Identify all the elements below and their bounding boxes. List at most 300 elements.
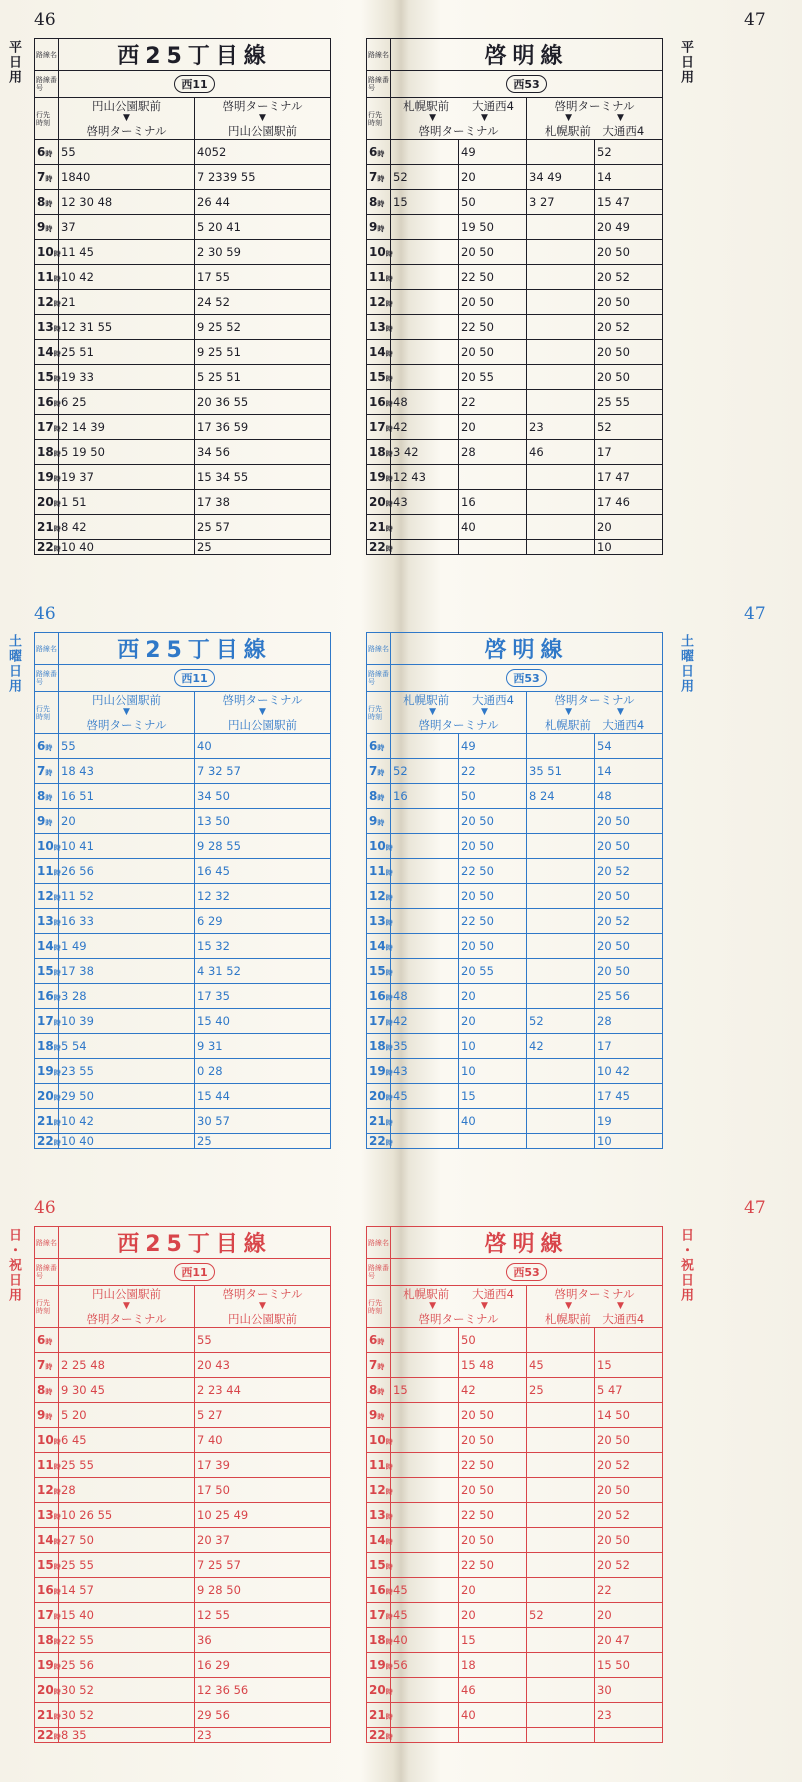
hour-suffix: 時 [385, 1044, 393, 1052]
line-name: 西25丁目線 [59, 39, 331, 71]
direction-from: 啓明ターミナル [222, 693, 303, 707]
minutes-cell: 22 [459, 759, 527, 784]
minutes-cell [527, 734, 595, 759]
minutes-cell [391, 1328, 459, 1353]
direction-header [59, 692, 195, 734]
hour-suffix: 時 [385, 1663, 393, 1671]
hour-cell: 9時 [35, 1403, 59, 1428]
hour-cell: 11時 [35, 859, 59, 884]
hour-cell: 13時 [35, 315, 59, 340]
minutes-cell: 14 57 [59, 1578, 195, 1603]
minutes-cell: 42 [527, 1034, 595, 1059]
minutes-cell [459, 1134, 527, 1149]
day-type-label: 平日用 [6, 40, 21, 85]
hour-cell: 15時 [35, 1553, 59, 1578]
minutes-cell: 24 52 [195, 290, 331, 315]
minutes-cell [527, 465, 595, 490]
timetable-row [367, 240, 663, 265]
day-type-label: 土曜日用 [678, 634, 693, 694]
timetable-row [367, 365, 663, 390]
minutes-cell: 42 [391, 1009, 459, 1034]
minutes-cell: 21 [59, 290, 195, 315]
hour-suffix: 時 [385, 1139, 393, 1147]
minutes-cell [527, 1084, 595, 1109]
minutes-cell: 10 42 [59, 265, 195, 290]
minutes-cell: 25 51 [59, 340, 195, 365]
minutes-cell: 30 52 [59, 1703, 195, 1728]
minutes-cell: 10 [595, 1134, 663, 1149]
minutes-cell: 20 36 55 [195, 390, 331, 415]
hour-suffix: 時 [385, 400, 393, 408]
minutes-cell [391, 1528, 459, 1553]
hour-cell: 13時 [367, 909, 391, 934]
timetable-spread [0, 594, 802, 1188]
minutes-cell: 20 52 [595, 315, 663, 340]
hour-suffix: 時 [377, 1413, 385, 1421]
timetable-row [367, 340, 663, 365]
minutes-cell: 20 [459, 1603, 527, 1628]
timetable-row [367, 465, 663, 490]
hour-cell: 19時 [367, 1059, 391, 1084]
hour-suffix: 時 [385, 1094, 393, 1102]
hour-suffix: 時 [53, 525, 61, 533]
hour-suffix: 時 [385, 250, 393, 258]
minutes-cell: 20 50 [595, 884, 663, 909]
minutes-cell: 20 50 [459, 884, 527, 909]
minutes-cell: 5 20 41 [195, 215, 331, 240]
minutes-cell: 16 [459, 490, 527, 515]
minutes-cell [527, 515, 595, 540]
hour-suffix: 時 [53, 275, 61, 283]
timetable-row [367, 1403, 663, 1428]
hour-suffix: 時 [385, 1613, 393, 1621]
minutes-cell: 15 34 55 [195, 465, 331, 490]
timetable-row [367, 1134, 663, 1149]
hour-suffix: 時 [53, 450, 61, 458]
timetable-right [366, 1226, 663, 1743]
timetable-row [35, 884, 331, 909]
timetable-row [367, 734, 663, 759]
minutes-cell: 20 50 [459, 1403, 527, 1428]
hour-suffix: 時 [53, 894, 61, 902]
hour-cell: 9時 [367, 1403, 391, 1428]
minutes-cell: 34 50 [195, 784, 331, 809]
hour-cell: 7時 [367, 759, 391, 784]
hour-cell: 10時 [35, 1428, 59, 1453]
hour-suffix: 時 [377, 794, 385, 802]
timetable-row [367, 1503, 663, 1528]
direction-header [59, 98, 195, 140]
timetable-row [35, 759, 331, 784]
minutes-cell: 20 52 [595, 1453, 663, 1478]
hour-suffix: 時 [45, 150, 53, 158]
hour-suffix: 時 [53, 969, 61, 977]
arrow-down-icon: ▼ [259, 113, 266, 123]
timetable-row [35, 1653, 331, 1678]
hour-cell: 16時 [367, 1578, 391, 1603]
timetable-row [35, 1378, 331, 1403]
minutes-cell: 17 47 [595, 465, 663, 490]
minutes-cell: 20 55 [459, 365, 527, 390]
minutes-cell: 29 56 [195, 1703, 331, 1728]
timetable-row [367, 1578, 663, 1603]
minutes-cell: 17 35 [195, 984, 331, 1009]
route-code-badge: 西11 [174, 669, 214, 687]
minutes-cell: 17 39 [195, 1453, 331, 1478]
minutes-cell: 2 23 44 [195, 1378, 331, 1403]
hour-suffix: 時 [377, 819, 385, 827]
minutes-cell: 9 30 45 [59, 1378, 195, 1403]
minutes-cell [527, 1703, 595, 1728]
minutes-cell: 15 47 [595, 190, 663, 215]
timetable-row [35, 515, 331, 540]
direction-header [527, 1286, 663, 1328]
minutes-cell: 20 [459, 1009, 527, 1034]
minutes-cell: 20 50 [595, 959, 663, 984]
timetable-row [35, 465, 331, 490]
minutes-cell: 50 [459, 1328, 527, 1353]
minutes-cell [527, 1528, 595, 1553]
hour-cell: 8時 [367, 1378, 391, 1403]
timetable-row [35, 1134, 331, 1149]
minutes-cell: 29 50 [59, 1084, 195, 1109]
hour-suffix: 時 [385, 1069, 393, 1077]
timetable-row [367, 934, 663, 959]
timetable-row [367, 959, 663, 984]
header-dir-label: 行先 時刻 [35, 98, 59, 140]
hour-suffix: 時 [45, 225, 53, 233]
minutes-cell: 9 28 50 [195, 1578, 331, 1603]
hour-cell: 12時 [367, 290, 391, 315]
timetable-row [35, 1678, 331, 1703]
direction-header [391, 98, 527, 140]
hour-cell: 7時 [35, 1353, 59, 1378]
direction-from: 円山公園駅前 [92, 99, 161, 113]
timetable-row [35, 240, 331, 265]
minutes-cell: 37 [59, 215, 195, 240]
hour-cell: 18時 [367, 1034, 391, 1059]
hour-cell: 10時 [367, 1428, 391, 1453]
direction-header [527, 98, 663, 140]
minutes-cell [391, 1503, 459, 1528]
minutes-cell: 20 50 [459, 290, 527, 315]
hour-suffix: 時 [53, 869, 61, 877]
timetable-row [35, 315, 331, 340]
hour-suffix: 時 [45, 744, 53, 752]
header-dir-label: 行先 時刻 [35, 692, 59, 734]
minutes-cell: 25 55 [595, 390, 663, 415]
minutes-cell [391, 340, 459, 365]
timetable-row [367, 1678, 663, 1703]
hour-cell: 6時 [367, 734, 391, 759]
minutes-cell: 20 52 [595, 265, 663, 290]
hour-suffix: 時 [45, 175, 53, 183]
timetable-row [35, 440, 331, 465]
hour-suffix: 時 [385, 375, 393, 383]
minutes-cell: 20 [459, 984, 527, 1009]
minutes-cell [391, 959, 459, 984]
hour-cell: 17時 [35, 415, 59, 440]
minutes-cell: 23 55 [59, 1059, 195, 1084]
minutes-cell: 20 50 [595, 834, 663, 859]
header-route-label: 路線番号 [367, 665, 391, 692]
minutes-cell [527, 140, 595, 165]
minutes-cell [391, 809, 459, 834]
minutes-cell: 7 25 57 [195, 1553, 331, 1578]
hour-cell: 16時 [35, 390, 59, 415]
hour-cell: 12時 [367, 884, 391, 909]
minutes-cell [391, 909, 459, 934]
minutes-cell: 22 50 [459, 315, 527, 340]
header-route-label: 路線番号 [35, 71, 59, 98]
hour-cell: 15時 [367, 365, 391, 390]
minutes-cell [391, 1134, 459, 1149]
direction-from: 啓明ターミナル [554, 99, 635, 113]
minutes-cell: 52 [527, 1009, 595, 1034]
timetable-row [35, 1503, 331, 1528]
minutes-cell: 9 28 55 [195, 834, 331, 859]
timetable-row [35, 784, 331, 809]
minutes-cell: 10 41 [59, 834, 195, 859]
hour-suffix: 時 [53, 919, 61, 927]
minutes-cell: 5 25 51 [195, 365, 331, 390]
hour-suffix: 時 [53, 425, 61, 433]
timetable-spread [0, 1188, 802, 1782]
hour-cell: 20時 [35, 490, 59, 515]
minutes-cell: 48 [391, 390, 459, 415]
minutes-cell [391, 934, 459, 959]
minutes-cell: 3 28 [59, 984, 195, 1009]
hour-suffix: 時 [385, 844, 393, 852]
minutes-cell: 5 20 [59, 1403, 195, 1428]
hour-suffix: 時 [53, 1069, 61, 1077]
minutes-cell [527, 315, 595, 340]
hour-cell: 6時 [35, 140, 59, 165]
minutes-cell: 10 39 [59, 1009, 195, 1034]
minutes-cell: 15 [459, 1084, 527, 1109]
minutes-cell: 12 36 56 [195, 1678, 331, 1703]
hour-cell: 21時 [367, 515, 391, 540]
hour-cell: 14時 [35, 340, 59, 365]
minutes-cell [391, 1109, 459, 1134]
hour-suffix: 時 [53, 1638, 61, 1646]
hour-cell: 9時 [35, 215, 59, 240]
minutes-cell: 12 32 [195, 884, 331, 909]
minutes-cell: 48 [595, 784, 663, 809]
minutes-cell: 30 52 [59, 1678, 195, 1703]
page-number-right: 47 [744, 10, 766, 30]
timetable-row [35, 1034, 331, 1059]
minutes-cell: 15 44 [195, 1084, 331, 1109]
hour-cell: 6時 [367, 140, 391, 165]
hour-suffix: 時 [385, 919, 393, 927]
hour-suffix: 時 [45, 794, 53, 802]
timetable-row [35, 1578, 331, 1603]
hour-suffix: 時 [45, 819, 53, 827]
minutes-cell [527, 240, 595, 265]
minutes-cell [527, 809, 595, 834]
timetable-row [367, 265, 663, 290]
timetable-row [35, 1059, 331, 1084]
minutes-cell: 23 [527, 415, 595, 440]
page-number-left: 46 [34, 10, 56, 30]
minutes-cell: 55 [195, 1328, 331, 1353]
minutes-cell [527, 1553, 595, 1578]
minutes-cell: 22 [595, 1578, 663, 1603]
direction-header [391, 692, 527, 734]
direction-from: 円山公園駅前 [92, 1287, 161, 1301]
minutes-cell: 30 57 [195, 1109, 331, 1134]
timetable-row [367, 315, 663, 340]
route-code-badge: 西53 [506, 1263, 546, 1281]
hour-cell: 11時 [35, 265, 59, 290]
minutes-cell: 20 50 [595, 809, 663, 834]
minutes-cell: 17 38 [59, 959, 195, 984]
hour-cell: 18時 [35, 1628, 59, 1653]
minutes-cell [391, 240, 459, 265]
minutes-cell: 15 48 [459, 1353, 527, 1378]
minutes-cell [527, 1428, 595, 1453]
minutes-cell: 28 [459, 440, 527, 465]
minutes-cell: 54 [595, 734, 663, 759]
minutes-cell [527, 959, 595, 984]
direction-header [195, 1286, 331, 1328]
minutes-cell: 22 55 [59, 1628, 195, 1653]
minutes-cell: 20 [595, 515, 663, 540]
minutes-cell: 22 50 [459, 909, 527, 934]
minutes-cell [391, 315, 459, 340]
hour-suffix: 時 [53, 500, 61, 508]
hour-cell: 11時 [367, 265, 391, 290]
hour-cell: 19時 [35, 1653, 59, 1678]
minutes-cell: 35 [391, 1034, 459, 1059]
minutes-cell: 25 [195, 540, 331, 555]
minutes-cell: 16 51 [59, 784, 195, 809]
timetable-spread [0, 0, 802, 594]
minutes-cell [527, 215, 595, 240]
hour-suffix: 時 [53, 475, 61, 483]
timetable-row [367, 1628, 663, 1653]
line-name: 西25丁目線 [59, 1227, 331, 1259]
line-name: 西25丁目線 [59, 633, 331, 665]
minutes-cell [595, 1728, 663, 1743]
minutes-cell: 22 [459, 390, 527, 415]
hour-cell: 18時 [367, 440, 391, 465]
direction-header [195, 692, 331, 734]
hour-suffix: 時 [377, 769, 385, 777]
timetable-row [35, 1703, 331, 1728]
hour-suffix: 時 [53, 545, 61, 553]
direction-header [195, 98, 331, 140]
hour-suffix: 時 [377, 225, 385, 233]
minutes-cell: 49 [459, 140, 527, 165]
hour-suffix: 時 [377, 1338, 385, 1346]
minutes-cell: 13 50 [195, 809, 331, 834]
hour-cell: 12時 [35, 1478, 59, 1503]
minutes-cell [527, 1403, 595, 1428]
minutes-cell: 3 42 [391, 440, 459, 465]
minutes-cell: 17 45 [595, 1084, 663, 1109]
minutes-cell: 12 30 48 [59, 190, 195, 215]
minutes-cell: 34 49 [527, 165, 595, 190]
minutes-cell: 19 33 [59, 365, 195, 390]
hour-suffix: 時 [53, 1019, 61, 1027]
minutes-cell: 28 [59, 1478, 195, 1503]
page-number-right: 47 [744, 604, 766, 624]
arrow-down-icon: ▼ ▼ [429, 707, 488, 717]
hour-cell: 10時 [35, 240, 59, 265]
timetable-row [367, 909, 663, 934]
minutes-cell [527, 1328, 595, 1353]
minutes-cell: 16 [391, 784, 459, 809]
minutes-cell [527, 909, 595, 934]
timetable-row [367, 809, 663, 834]
direction-to: 啓明ターミナル [86, 718, 167, 732]
minutes-cell: 16 29 [195, 1653, 331, 1678]
minutes-cell: 55 [59, 140, 195, 165]
minutes-cell: 15 [391, 1378, 459, 1403]
minutes-cell [595, 1328, 663, 1353]
minutes-cell [391, 365, 459, 390]
minutes-cell: 23 [595, 1703, 663, 1728]
hour-suffix: 時 [45, 1363, 53, 1371]
minutes-cell [527, 1728, 595, 1743]
direction-from: 啓明ターミナル [222, 1287, 303, 1301]
hour-cell: 22時 [367, 540, 391, 555]
minutes-cell [391, 140, 459, 165]
hour-cell: 17時 [35, 1603, 59, 1628]
hour-suffix: 時 [385, 1733, 393, 1741]
minutes-cell: 11 45 [59, 240, 195, 265]
direction-to: 啓明ターミナル [418, 124, 499, 138]
minutes-cell [527, 340, 595, 365]
hour-cell: 8時 [35, 1378, 59, 1403]
minutes-cell [527, 834, 595, 859]
direction-to-pair: 札幌駅前 大通西4 [544, 1312, 645, 1326]
hour-suffix: 時 [53, 325, 61, 333]
hour-cell: 16時 [367, 984, 391, 1009]
minutes-cell: 42 [459, 1378, 527, 1403]
minutes-cell: 8 42 [59, 515, 195, 540]
hour-suffix: 時 [385, 994, 393, 1002]
hour-cell: 11時 [35, 1453, 59, 1478]
timetable-row [367, 440, 663, 465]
minutes-cell: 17 55 [195, 265, 331, 290]
hour-suffix: 時 [53, 1588, 61, 1596]
minutes-cell [527, 1134, 595, 1149]
minutes-cell: 20 50 [595, 1478, 663, 1503]
minutes-cell: 17 38 [195, 490, 331, 515]
timetable-row [35, 540, 331, 555]
minutes-cell [391, 834, 459, 859]
minutes-cell: 8 24 [527, 784, 595, 809]
minutes-cell: 17 [595, 440, 663, 465]
arrow-down-icon: ▼ ▼ [429, 113, 488, 123]
direction-from-pair: 札幌駅前 大通西4 [403, 693, 514, 707]
timetable-row [35, 190, 331, 215]
timetable-row [35, 1728, 331, 1743]
minutes-cell: 4052 [195, 140, 331, 165]
minutes-cell: 14 [595, 759, 663, 784]
timetable-row [367, 215, 663, 240]
timetable-row [35, 1553, 331, 1578]
minutes-cell: 20 50 [459, 1478, 527, 1503]
minutes-cell: 20 50 [459, 1428, 527, 1453]
timetable-row [35, 934, 331, 959]
page-number-right: 47 [744, 1198, 766, 1218]
minutes-cell: 22 50 [459, 265, 527, 290]
minutes-cell: 34 56 [195, 440, 331, 465]
